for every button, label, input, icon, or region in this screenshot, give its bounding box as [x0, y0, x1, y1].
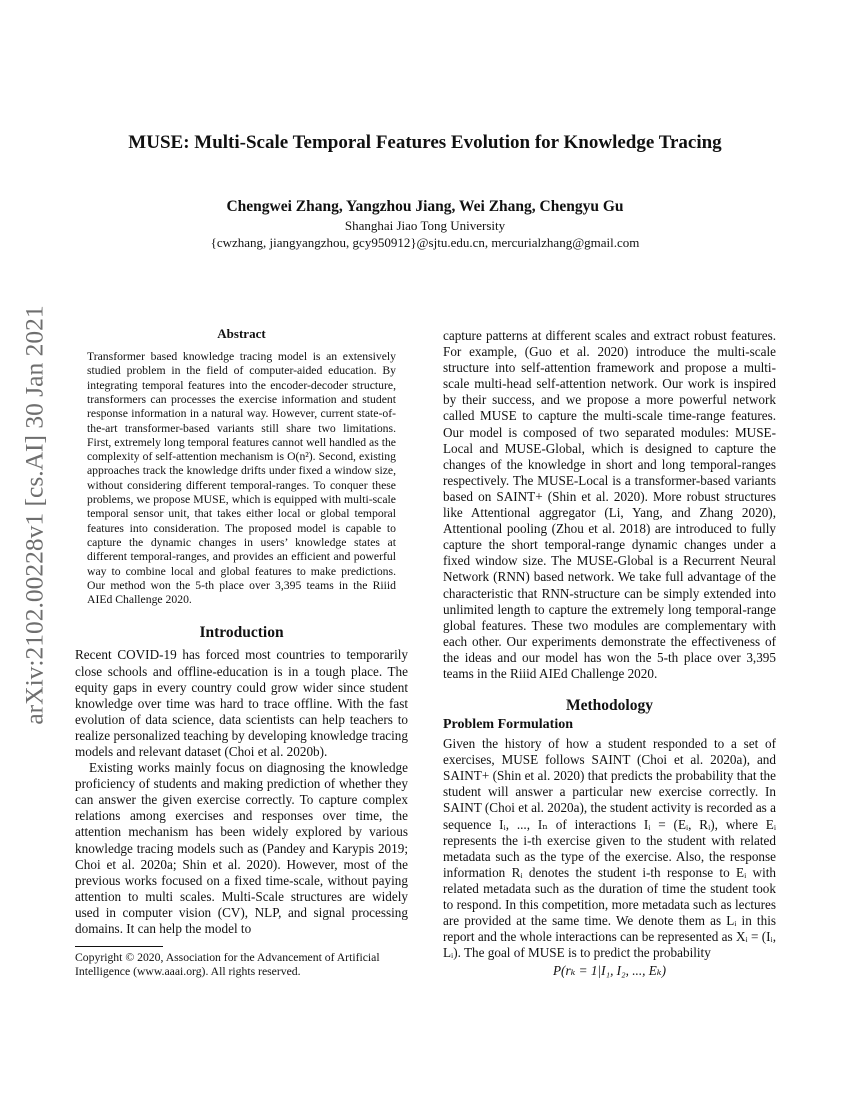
- author-names: Chengwei Zhang, Yangzhou Jiang, Wei Zhang, Chengyu Gu: [226, 198, 624, 215]
- right-column: [443, 328, 776, 979]
- introduction-heading: Introduction: [199, 624, 284, 642]
- probability-formula: P(rₖ = 1|I₁, I₂, ..., Eₖ): [553, 963, 666, 979]
- author-emails: {cwzhang, jiangyangzhou, gcy950912}@sjtu.edu.cn, mercurialzhang@gmail.com: [210, 235, 640, 250]
- abstract-section: [75, 326, 408, 607]
- intro-continuation: capture patterns at different scales and extract robust features. For example, (Guo et al. 2020) introduce the multi-scale structure into self-attention framework and propose a multi-scale multi-head self-attention network. Our work is inspired by their success, and we propose a more powerful network called MUSE to capture the multi-scale time-range features. Our model is composed of two separated modules: MUSE-Local and MUSE-Global, which is designed to capture the changes of the knowledge in short and long temporal-ranges respectively. The MUSE-Local is a transformer-based variants based on SAINT+ (Shin et al. 2020). More robust structures like Attentional aggregator (Li, Yang, and Zhang 2020), Attentional pooling (Zhou et al. 2018) are introduced to fully capture the short temporal-range dynamic changes under a fixed window size. The MUSE-Global is a Recurrent Neural Network (RNN) based network. We take full advantage of the characteristic that RNN-structure can be simply extended into unlimited length to capture the extremely long temporal-range global features. These two modules are complementary with each other. Our experiments demonstrate the effectiveness of the ideas and our model has won the 5-th place over 3,395 teams in the Riiid AIEd Challenge 2020.: [443, 328, 776, 681]
- abstract-text: Transformer based knowledge tracing model is an extensively studied problem in the field of computer-aided education. By integrating temporal features into the encoder-decoder structure, transformers can processes the exercise information and student response information in a natural way. However, current state-of-the-art transformer-based variants still share two limitations. First, extremely long temporal features cannot well handled as the complexity of self-attention mechanism is O(n²). Second, existing approaches track the knowledge drifts under fixed a window size, without considering different temporal-ranges. To conquer these problems, we propose MUSE, which is equipped with multi-scale temporal sensor unit, that takes either local or global temporal features into consideration. The proposed model is capable to capture the dynamic changes in users’ knowledge states at different temporal-ranges, and provides an efficient and powerful way to combine local and global features to make predictions. Our method won the 5-th place over 3,395 teams in the Riiid AIEd Challenge 2020.: [87, 350, 396, 607]
- arxiv-stamp-text: arXiv:2102.00228v1 [cs.AI] 30 Jan 2021: [20, 305, 49, 725]
- left-column: [75, 326, 408, 979]
- intro-paragraph: Recent COVID-19 has forced most countries to temporarily close schools and offline-education is in a tough place. The equity gaps in every country could grow wider since student knowledge over time was hard to trace offline. With the fast evolution of data science, data scientists can help teachers to realize personalized teaching by developing knowledge tracing models and relevant dataset (Choi et al. 2020b).: [75, 647, 408, 759]
- footnote-rule: [75, 946, 163, 947]
- arxiv-stamp: [20, 305, 50, 725]
- author-block: [60, 197, 790, 251]
- abstract-heading: Abstract: [217, 326, 266, 341]
- abstract-body: [87, 350, 396, 607]
- intro-paragraph: Existing works mainly focus on diagnosing the knowledge proficiency of students and making prediction of whether they can answer the given exercise correctly. To capture complex relations among exercises and responses over time, the attention mechanism has been widely explored by various knowledge tracing models such as (Pandey and Karypis 2019; Choi et al. 2020a; Shin et al. 2020). However, most of the previous works focused on a fixed time-scale, without paying attention to multi scales. Multi-Scale structures are widely used in computer vision (CV), NLP, and signal processing domains. It can help the model to: [75, 760, 408, 937]
- copyright-notice: Copyright © 2020, Association for the Advancement of Artificial Intelligence (www.aaai.org). All rights reserved.: [75, 951, 380, 979]
- author-affiliation: Shanghai Jiao Tong University: [344, 218, 506, 233]
- paper-title: MUSE: Multi-Scale Temporal Features Evolution for Knowledge Tracing: [128, 132, 722, 153]
- methodology-heading: Methodology: [566, 697, 653, 715]
- problem-formulation-text: Given the history of how a student responded to a set of exercises, MUSE follows SAINT (Choi et al. 2020a), and SAINT+ (Shin et al. 2020) that predicts the probability that the student will answer a particular new exercise correctly. In SAINT (Choi et al. 2020a), the student activity is recorded as a sequence Iᵢ, ..., Iₙ of interactions Iᵢ = (Eᵢ, Rᵢ), where Eᵢ represents the i-th exercise given to the student with related metadata such as the type of the exercise. Also, the response information Rᵢ denotes the student i-th response to Eᵢ with related metadata such as the duration of time the student took to respond. In this competition, more metadata such as lectures are provided at the same time. We denote them as Lᵢ in this report and the whole interactions can be represented as Xᵢ = (Iᵢ, Lᵢ). The goal of MUSE is to predict the probability: [443, 736, 776, 961]
- problem-formulation-heading: Problem Formulation: [443, 717, 574, 733]
